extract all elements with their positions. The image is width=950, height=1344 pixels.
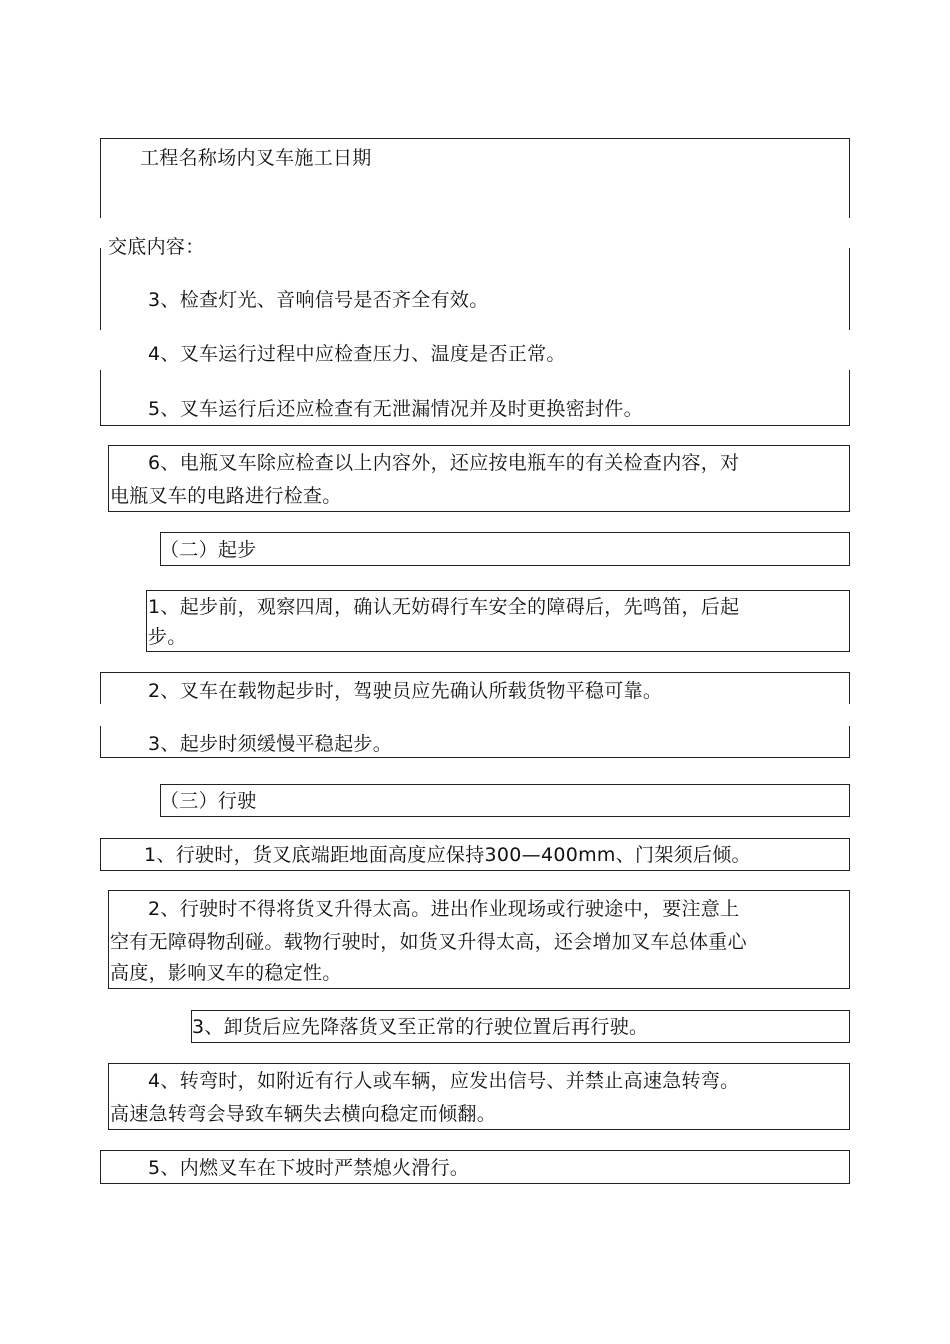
start-item-1-line2: 步。 xyxy=(148,626,187,648)
driving-item-3: 3、卸货后应先降落货叉至正常的行驶位置后再行驶。 xyxy=(192,1016,649,1038)
start-item-3: 3、起步时须缓慢平稳起步。 xyxy=(148,733,392,755)
driving-heading-box xyxy=(160,784,850,817)
start-heading-box xyxy=(160,532,850,566)
driving-item-2-line1: 2、行驶时不得将货叉升得太高。进出作业现场或行驶途中，要注意上 xyxy=(148,898,740,920)
check-item-6-line2: 电瓶叉车的电路进行检查。 xyxy=(110,485,342,507)
check-item-6-line1: 6、电瓶叉车除应检查以上内容外，还应按电瓶车的有关检查内容，对 xyxy=(148,452,740,474)
driving-item-4-line2: 高速急转弯会导致车辆失去横向稳定而倾翻。 xyxy=(110,1103,497,1125)
check-item-3: 3、检查灯光、音响信号是否齐全有效。 xyxy=(148,289,489,311)
driving-item-2-line3: 高度，影响叉车的稳定性。 xyxy=(110,962,342,984)
border-gap xyxy=(99,330,102,370)
project-line: 工程名称场内叉车施工日期 xyxy=(140,147,372,169)
border-gap xyxy=(848,218,851,248)
check-item-4: 4、叉车运行过程中应检查压力、温度是否正常。 xyxy=(148,343,566,365)
start-item-2: 2、叉车在载物起步时，驾驶员应先确认所载货物平稳可靠。 xyxy=(148,680,663,702)
driving-heading: （三）行驶 xyxy=(160,790,257,812)
intro-label: 交底内容： xyxy=(108,236,205,258)
start-heading: （二）起步 xyxy=(160,539,257,561)
driving-item-5: 5、内燃叉车在下坡时严禁熄火滑行。 xyxy=(148,1157,470,1179)
border-gap xyxy=(99,704,102,726)
border-gap xyxy=(848,330,851,370)
driving-item-1: 1、行驶时，货叉底端距地面高度应保持300—400mm、门架须后倾。 xyxy=(144,844,751,866)
header-check-block xyxy=(100,138,850,426)
driving-item-4-line1: 4、转弯时，如附近有行人或车辆，应发出信号、并禁止高速急转弯。 xyxy=(148,1070,740,1092)
check-item-5: 5、叉车运行后还应检查有无泄漏情况并及时更换密封件。 xyxy=(148,398,643,420)
start-item-1-line1: 1、起步前，观察四周，确认无妨碍行车安全的障碍后，先鸣笛，后起 xyxy=(148,596,740,618)
border-gap xyxy=(99,218,102,248)
border-gap xyxy=(848,704,851,726)
driving-item-2-line2: 空有无障碍物刮碰。载物行驶时，如货叉升得太高，还会增加叉车总体重心 xyxy=(110,931,747,953)
